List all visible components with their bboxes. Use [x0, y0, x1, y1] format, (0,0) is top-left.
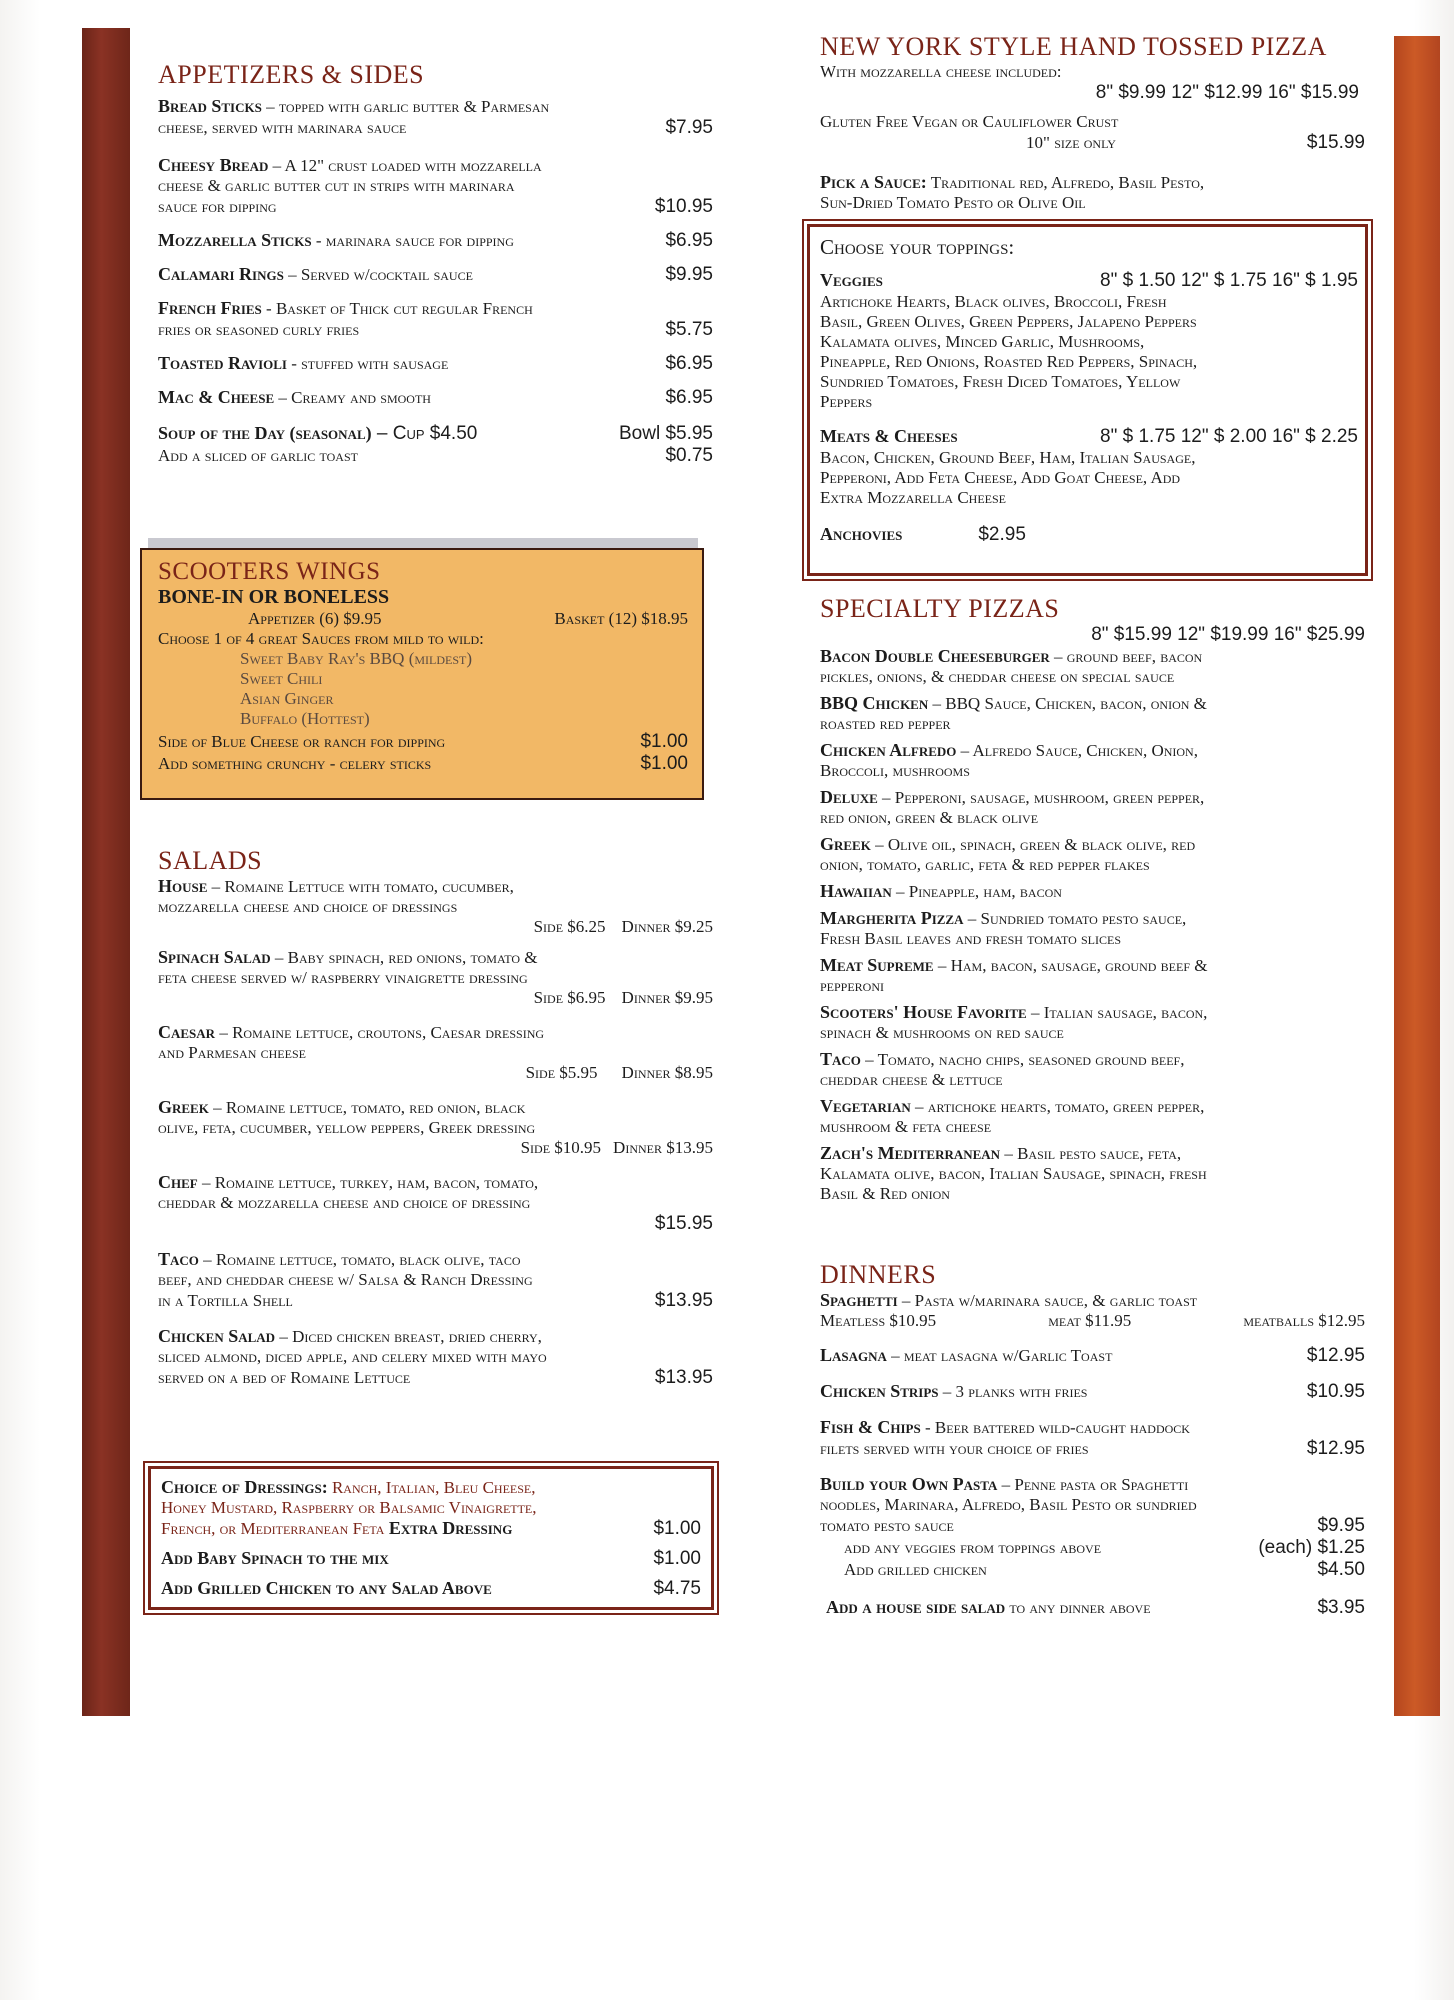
- dinners-section: [820, 1260, 1365, 1619]
- list-item: Deluxe – Pepperoni, sausage, mushroom, green pepper, red onion, green & black olive: [820, 787, 1205, 827]
- specialty-title: SPECIALTY PIZZAS: [820, 594, 1060, 623]
- menu-item: Bread Sticks – topped with garlic butter & Parmesan cheese, served with marinara sauce $7.95: [158, 96, 713, 138]
- menu-item: Taco – Romaine lettuce, tomato, black olive, taco beef, and cheddar cheese w/ Salsa & Ranch Dressing in a Tortilla Shell $13.95: [158, 1249, 713, 1311]
- wings-crunchy: Add something crunchy - celery sticks: [158, 754, 432, 773]
- list-item: Greek – Olive oil, spinach, green & black olive, red onion, tomato, garlic, feta & red pepper flakes: [820, 834, 1196, 874]
- list-item: Taco – Tomato, nacho chips, seasoned ground beef, cheddar cheese & lettuce: [820, 1049, 1185, 1089]
- list-item: BBQ Chicken – BBQ Sauce, Chicken, bacon, onion & roasted red pepper: [820, 693, 1207, 733]
- right-decorative-bar: [1394, 36, 1440, 1716]
- list-item: Zach's Mediterranean – Basil pesto sauce, feta, Kalamata olive, bacon, Italian Sausage, spinach, fresh Basil & Red onion: [820, 1143, 1207, 1203]
- menu-item: Greek – Romaine lettuce, tomato, red onion, black olive, feta, cucumber, yellow peppers, Greek dressing Side $10.95 Dinner $13.95: [158, 1097, 713, 1157]
- menu-item: Caesar – Romaine lettuce, croutons, Caesar dressing and Parmesan cheese Side $5.95 Dinner $8.95: [158, 1022, 713, 1082]
- toppings-title: Choose your toppings:: [820, 235, 1015, 259]
- menu-item: French Fries - Basket of Thick cut regular French fries or seasoned curly fries $5.75: [158, 298, 713, 340]
- list-item: Meat Supreme – Ham, bacon, sausage, ground beef & pepperoni: [820, 955, 1208, 995]
- menu-item: House – Romaine Lettuce with tomato, cucumber, mozzarella cheese and choice of dressings Side $6.25 Dinner $9.25: [158, 876, 713, 936]
- wings-title: SCOOTERS WINGS: [158, 558, 381, 585]
- menu-item: Add a house side salad to any dinner above $3.95: [826, 1597, 1365, 1618]
- menu-item: Lasagna – meat lasagna w/Garlic Toast $12.95: [820, 1345, 1365, 1366]
- specialty-sizes: 8" $15.99 12" $19.99 16" $25.99: [1091, 624, 1365, 645]
- menu-item: Soup of the Day (seasonal) – Cup $4.50 Bowl $5.95 Add a sliced of garlic toast $0.75: [158, 423, 713, 466]
- list-item: Chicken Alfredo – Alfredo Sauce, Chicken, Onion, Broccoli, mushrooms: [820, 740, 1198, 780]
- pizza-sub: With mozzarella cheese included:: [820, 62, 1062, 81]
- menu-item: Spaghetti – Pasta w/marinara sauce, & garlic toast Meatless $10.95 meat $11.95 meatballs $12.95: [820, 1290, 1365, 1330]
- wings-appetizer-price: Appetizer (6) $9.95: [248, 609, 382, 628]
- menu-item: Fish & Chips - Beer battered wild-caught haddock filets served with your choice of fries $12.95: [820, 1417, 1365, 1459]
- pizza-section: NEW YORK STYLE HAND TOSSED PIZZA With mozzarella cheese included: 8" $9.99 12" $12.99 16" $15.99 Gluten Free Vegan or Cauliflower Crust 10" size only $15.99 Pick a Sauce: Traditional red, Alfredo, Basil Pesto, Sun-Dried Tomato Pesto or Olive Oil: [820, 32, 1365, 212]
- wings-choose: Choose 1 of 4 great Sauces from mild to wild:: [158, 629, 484, 648]
- menu-item: Build your Own Pasta – Penne pasta or Spaghetti noodles, Marinara, Alfredo, Basil Pesto or sundried tomato pesto sauce $9.95 add any veggies from toppings above (each) $1.25 Add grilled chicken $4.50: [820, 1474, 1365, 1580]
- left-decorative-bar: [82, 28, 130, 1716]
- menu-item: Chef – Romaine lettuce, turkey, ham, bacon, tomato, cheddar & mozzarella cheese and choice of dressing $15.95: [158, 1172, 713, 1234]
- specialty-list: [820, 646, 1365, 1204]
- menu-item: Mac & Cheese – Creamy and smooth $6.95: [158, 387, 713, 408]
- list-item: Hawaiian – Pineapple, ham, bacon: [820, 881, 1062, 901]
- wings-subtitle: BONE-IN OR BONELESS: [158, 586, 390, 608]
- specialty-section: [820, 594, 1365, 1210]
- list-item: Bacon Double Cheeseburger – ground beef, bacon pickles, onions, & cheddar cheese on special sauce: [820, 646, 1203, 686]
- gluten-free: Gluten Free Vegan or Cauliflower Crust: [820, 112, 1119, 131]
- list-item: Margherita Pizza – Sundried tomato pesto sauce, Fresh Basil leaves and fresh tomato slices: [820, 908, 1187, 948]
- list-item: Scooters' House Favorite – Italian sausage, bacon, spinach & mushrooms on red sauce: [820, 1002, 1208, 1042]
- list-item: Buffalo (Hottest): [240, 709, 370, 728]
- list-item: Vegetarian – artichoke hearts, tomato, green pepper, mushroom & feta cheese: [820, 1096, 1205, 1136]
- toppings-box: Choose your toppings: Veggies 8" $ 1.50 12" $ 1.75 16" $ 1.95 Artichoke Hearts, Black olives, Broccoli, Fresh Basil, Green Olives, Green Peppers, Jalapeno Peppers Kalamata olives, Minced Garlic, Mushrooms, Pineapple, Red Onions, Roasted Red Peppers, Spinach, Sundried Tomatoes, Fresh Diced Tomatoes, Yellow Peppers Meats & Cheeses 8" $ 1.75 12" $ 2.00 16" $ 2.25 Bacon, Chicken, Ground Beef, Ham, Italian Sausage, Pepperoni, Add Feta Cheese, Add Goat Cheese, Add Extra Mozzarella Cheese Anchovies $2.95: [807, 224, 1368, 576]
- wings-section: SCOOTERS WINGS BONE-IN OR BONELESS Appetizer (6) $9.95 Basket (12) $18.95 Choose 1 of 4 great Sauces from mild to wild: Sweet Baby Ray's BBQ (mildest) Sweet Chili Asian Ginger Buffalo (Hottest) Side of Blue Cheese or ranch for dipping $1.00 Add something crunchy - celery sticks $1.00: [140, 548, 704, 800]
- wings-sauce-list: [158, 649, 688, 729]
- veggies-list: Artichoke Hearts, Black olives, Broccoli, Fresh Basil, Green Olives, Green Peppers, Jalapeno Peppers Kalamata olives, Minced Garlic, Mushrooms, Pineapple, Red Onions, Roasted Red Peppers, Spinach, Sundried Tomatoes, Fresh Diced Tomatoes, Yellow Peppers: [820, 292, 1198, 411]
- list-item: Asian Ginger: [240, 689, 334, 708]
- menu-item: Mozzarella Sticks - marinara sauce for dipping $6.95: [158, 230, 713, 251]
- meats-list: Bacon, Chicken, Ground Beef, Ham, Italian Sausage, Pepperoni, Add Feta Cheese, Add Goat Cheese, Add Extra Mozzarella Cheese: [820, 448, 1196, 507]
- salads-title: SALADS: [158, 846, 263, 875]
- list-item: Sweet Baby Ray's BBQ (mildest): [240, 649, 473, 668]
- appetizers-section: [158, 60, 713, 467]
- wings-basket-price: Basket (12) $18.95: [554, 609, 688, 628]
- dressings-box: Choice of Dressings: Ranch, Italian, Bleu Cheese, Honey Mustard, Raspberry or Balsamic Vinaigrette, French, or Mediterranean Feta Extra Dressing $1.00 Add Baby Spinach to the mix $1.00 Add Grilled Chicken to any Salad Above $4.75: [148, 1466, 714, 1610]
- menu-item: Spinach Salad – Baby spinach, red onions, tomato & feta cheese served w/ raspberry vinaigrette dressing Side $6.95 Dinner $9.95: [158, 947, 713, 1007]
- menu-item: Toasted Ravioli - stuffed with sausage $6.95: [158, 353, 713, 374]
- menu-item: Cheesy Bread – A 12" crust loaded with mozzarella cheese & garlic butter cut in strips with marinara sauce for dipping $10.95: [158, 155, 713, 217]
- appetizers-title: APPETIZERS & SIDES: [158, 60, 425, 89]
- pizza-sizes: 8" $9.99 12" $12.99 16" $15.99: [1095, 82, 1359, 103]
- wings-side: Side of Blue Cheese or ranch for dipping: [158, 732, 446, 751]
- dinners-title: DINNERS: [820, 1260, 937, 1289]
- pizza-title: NEW YORK STYLE HAND TOSSED PIZZA: [820, 32, 1327, 61]
- menu-item: Chicken Salad – Diced chicken breast, dried cherry, sliced almond, diced apple, and celery mixed with mayo served on a bed of Romaine Lettuce $13.95: [158, 1326, 713, 1388]
- menu-item: Chicken Strips – 3 planks with fries $10.95: [820, 1381, 1365, 1402]
- list-item: Sweet Chili: [240, 669, 323, 688]
- menu-item: Calamari Rings – Served w/cocktail sauce $9.95: [158, 264, 713, 285]
- salads-section: [158, 846, 713, 1389]
